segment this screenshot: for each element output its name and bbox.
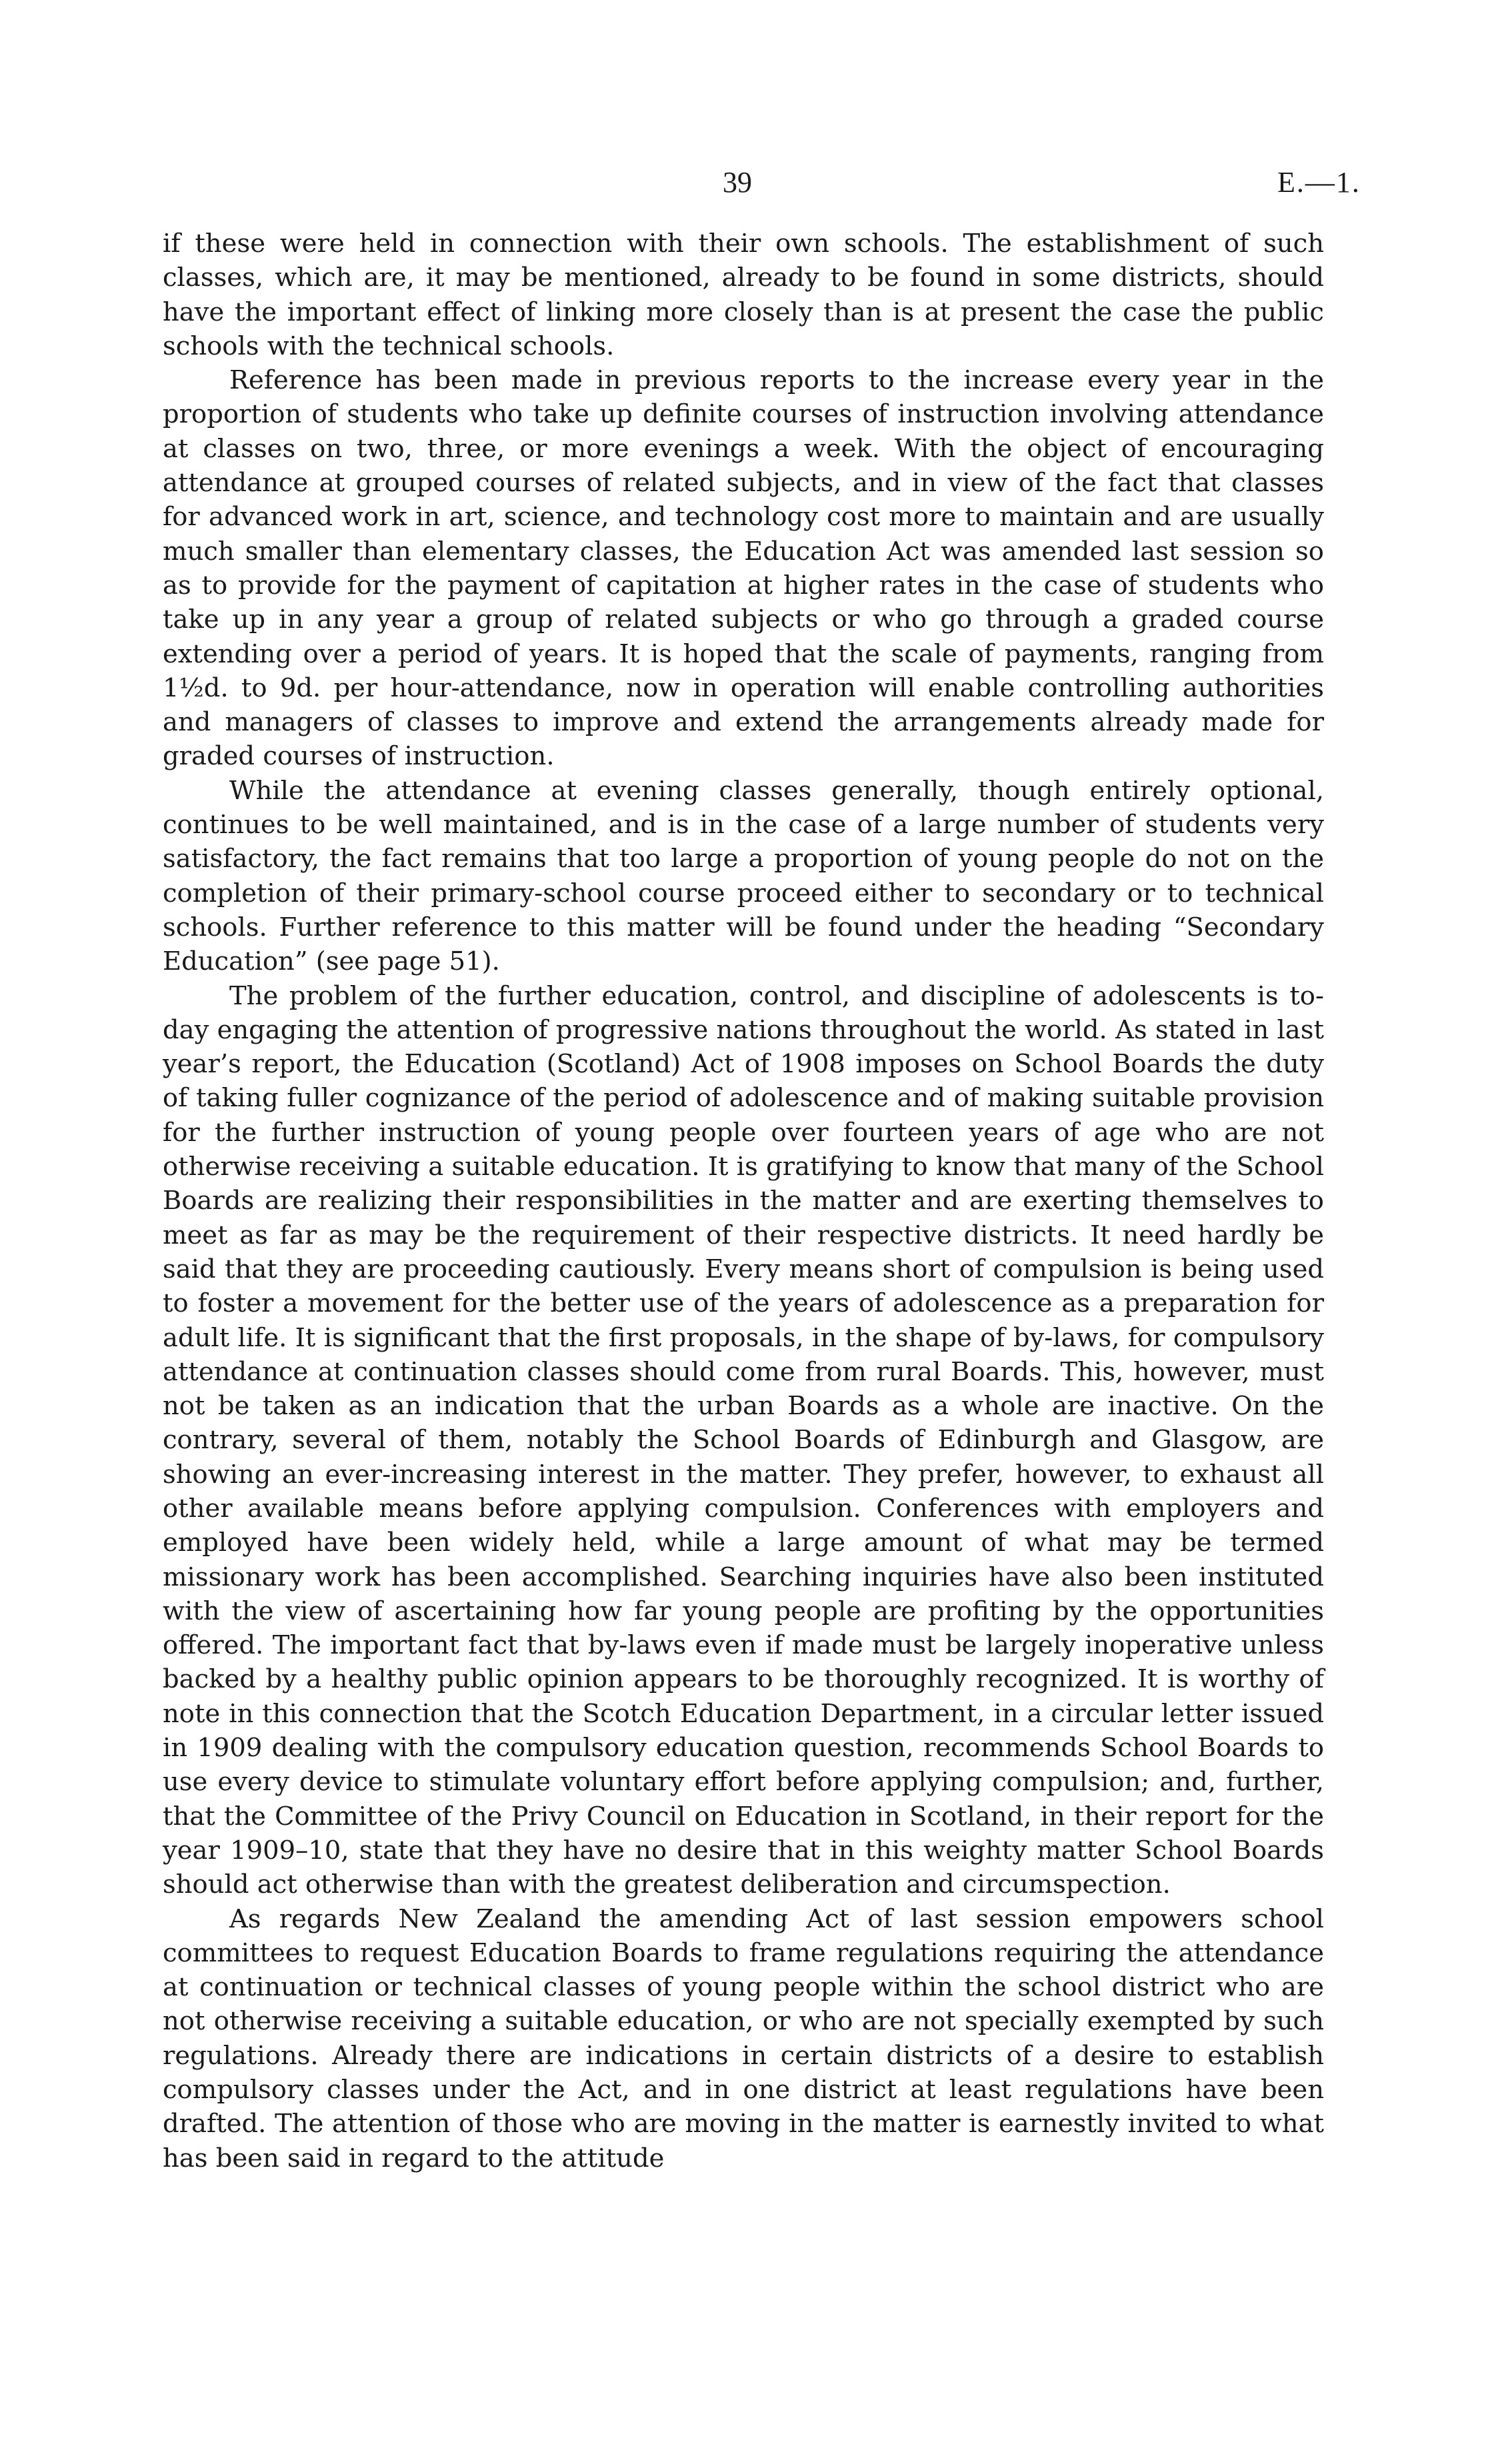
paragraph-evening-classes: While the attendance at evening classes generally, though entirely optional, continues to be well maintained, and is in the case of a large number of students very satisfactory, the fact remains that too large a proportion of young people do not on the completion of their primary-school course proceed either to secondary or to technical schools. Further reference to this matter will be found under the heading “Secondary Education” (see page 51).	[163, 775, 1324, 977]
paragraph-new-zealand: As regards New Zealand the amending Act of last session empowers school committees to request Education Boards to frame regulations requiring the attendance at continuation or technical classes of young people within the school district who are not otherwise receiving a suitable education, or who are not specially exempted by such regulations. Already there are indications in certain districts of a desire to establish compulsory classes under the Act, and in one district at least regulations have been drafted. The attention of those who are moving in the matter is earnestly invited to what has been said in regard to the attitude	[163, 1903, 1324, 2173]
document-reference: E.—1.	[1277, 166, 1361, 199]
paragraph-continuation: if these were held in connection with their own schools. The establishment of such classes, which are, it may be mentioned, already to be found in some districts, should have the important effect of linking more closely than is at present the case the public schools with the technical schools.	[163, 229, 1324, 361]
body-text	[163, 227, 1324, 2175]
paragraph-adolescents-scotland: The problem of the further education, control, and discipline of adolescents is to-day engaging the attention of progressive nations throughout the world. As stated in last year’s report, the Education (Scotland) Act of 1908 imposes on School Boards the duty of taking fuller cognizance of the period of adolescence and of making suitable provision for the further instruction of young people over fourteen years of age who are not otherwise receiving a suitable education. It is gratifying to know that many of the School Boards are realizing their responsibilities in the matter and are exerting themselves to meet as far as may be the requirement of their respective districts. It need hardly be said that they are proceeding cautiously. Every means short of compulsion is being used to foster a movement for the better use of the years of adolescence as a preparation for adult life. It is significant that the first proposals, in the shape of by-laws, for compulsory attendance at continuation classes should come from rural Boards. This, however, must not be taken as an indication that the urban Boards as a whole are inactive. On the contrary, several of them, notably the School Boards of Edinburgh and Glasgow, are showing an ever-increasing interest in the matter. They prefer, however, to exhaust all other available means before applying compulsion. Conferences with employers and employed have been widely held, while a large amount of what may be termed missionary work has been accomplished. Searching inquiries have also been instituted with the view of ascertaining how far young people are profiting by the opportunities offered. The important fact that by-laws even if made must be largely inoperative unless backed by a healthy public opinion appears to be thoroughly recognized. It is worthy of note in this connection that the Scotch Education Department, in a circular letter issued in 1909 dealing with the compulsory education question, recommends School Boards to use every device to stimulate voluntary effort before applying compulsion; and, further, that the Committee of the Privy Council on Education in Scotland, in their report for the year 1909–10, state that they have no desire that in this weighty matter School Boards should act otherwise than with the greatest deliberation and circumspection.	[163, 980, 1324, 1900]
page-number: 39	[723, 166, 752, 199]
paragraph-capitation: Reference has been made in previous reports to the increase every year in the proportion of students who take up definite courses of instruction involving attendance at classes on two, three, or more evenings a week. With the object of encouraging attendance at grouped courses of related subjects, and in view of the fact that classes for advanced work in art, science, and technology cost more to maintain and are usually much smaller than elementary classes, the Education Act was amended last session so as to provide for the payment of capitation at higher rates in the case of students who take up in any year a group of related subjects or who go through a graded course extending over a period of years. It is hoped that the scale of payments, ranging from 1½d. to 9d. per hour-attendance, now in operation will enable controlling authorities and managers of classes to improve and extend the arrangements already made for graded courses of instruction.	[163, 365, 1324, 772]
